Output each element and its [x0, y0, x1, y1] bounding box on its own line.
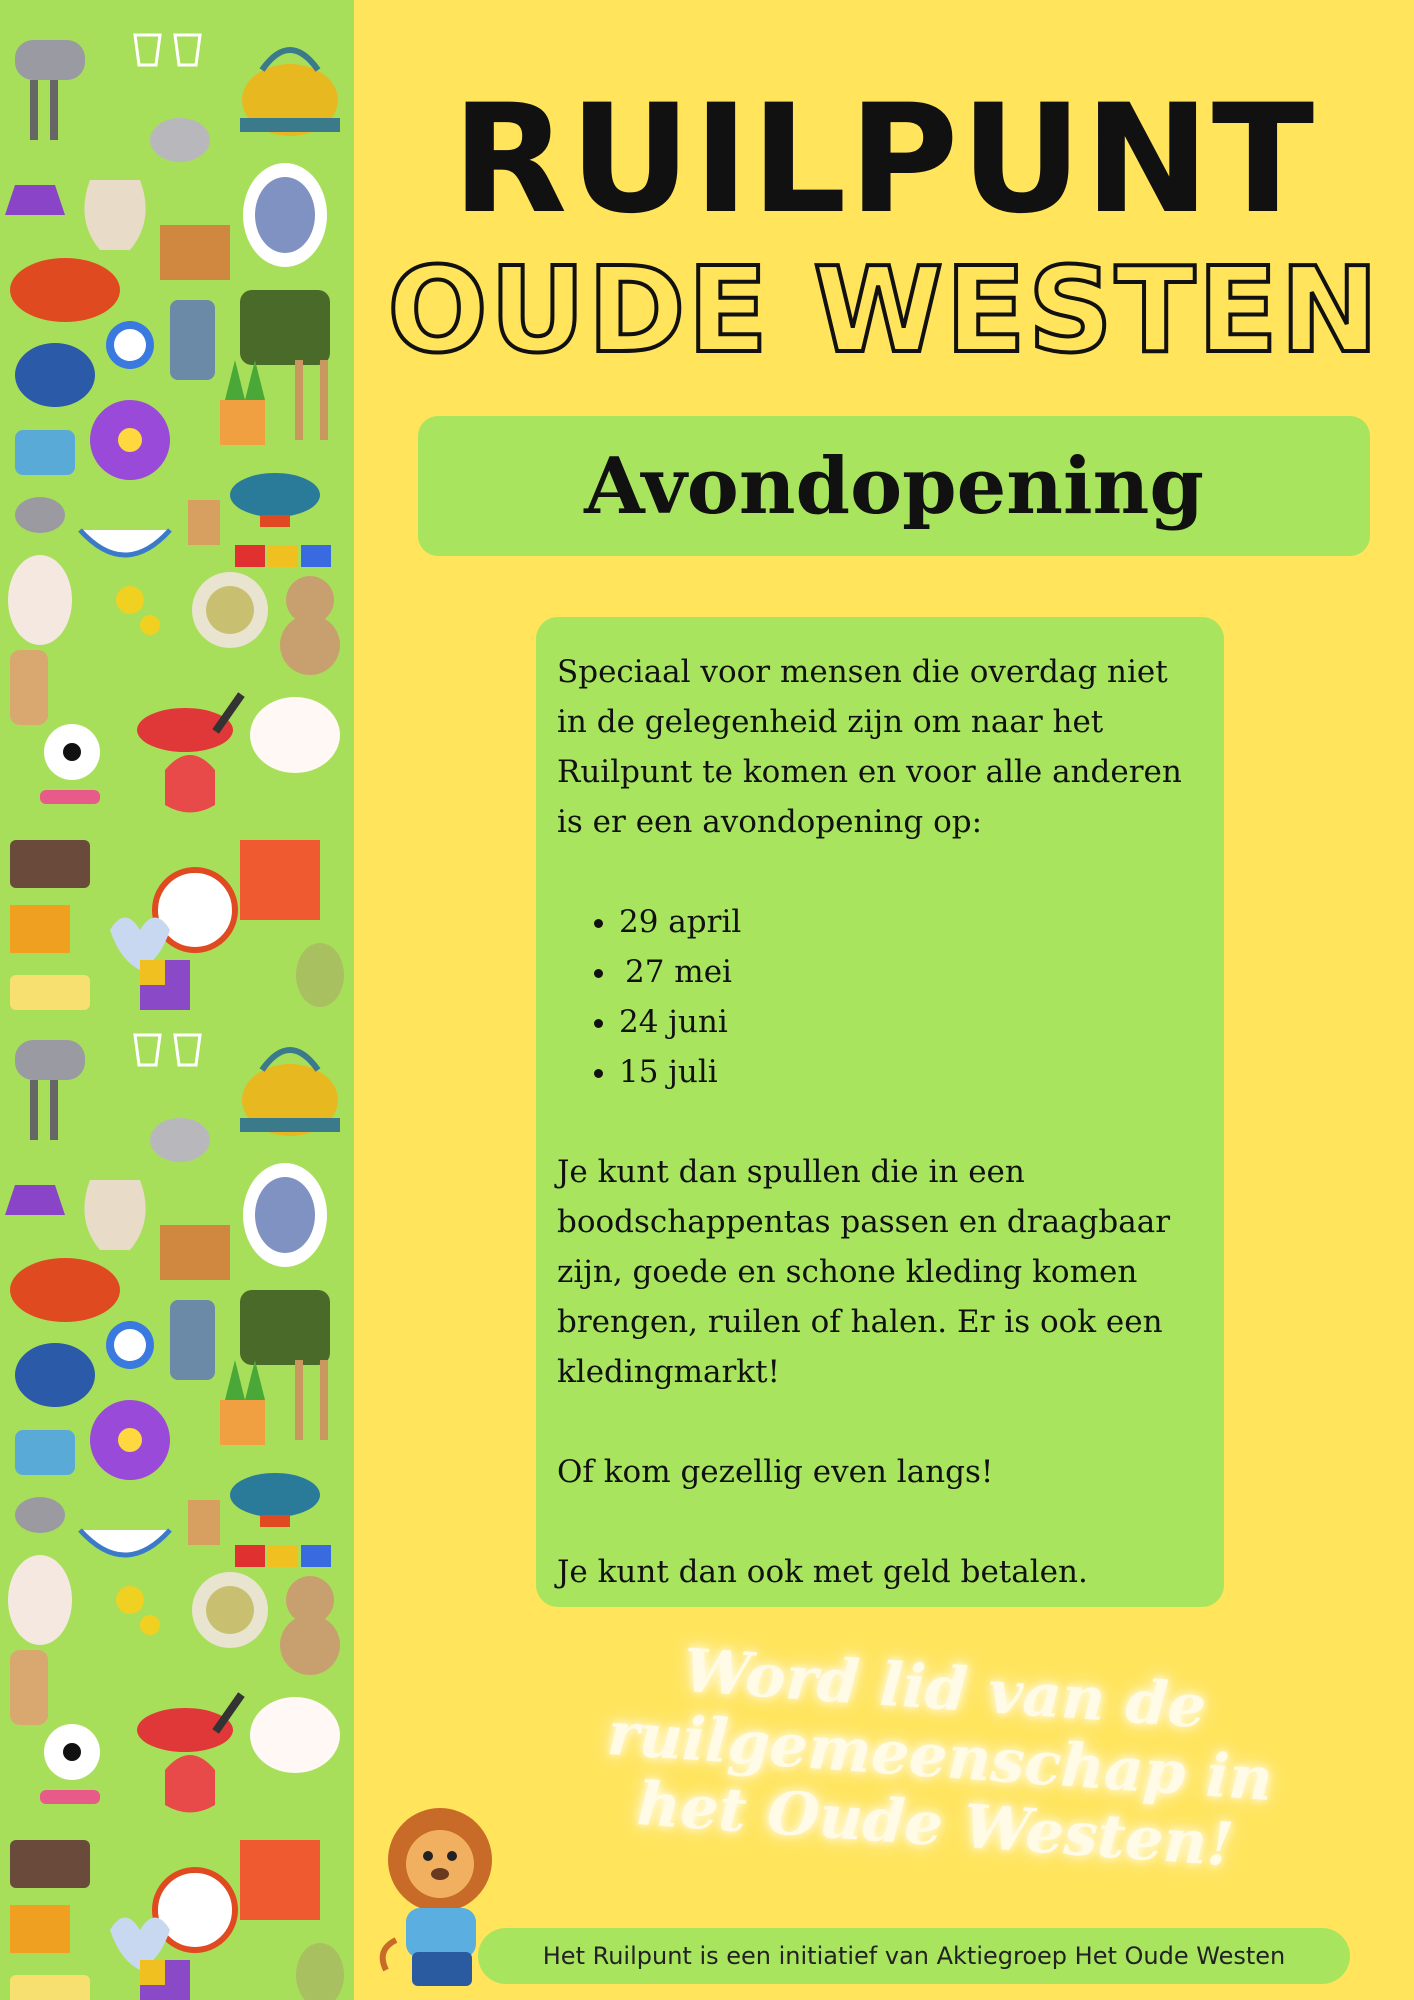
spacer: [557, 1497, 1204, 1547]
date-list: [557, 897, 1204, 1097]
household-items-pattern-icon: [0, 0, 354, 2000]
spacer: [557, 1397, 1204, 1447]
page-subtitle: OUDE WESTEN: [387, 241, 1381, 379]
intro-text: Speciaal voor mensen die overdag niet in de gelegenheid zijn om naar het Ruilpunt te komen en voor alle anderen is er een avondopening op:: [557, 654, 1182, 840]
date-item: • 15 juli: [619, 1047, 1204, 1097]
payment-text: Je kunt dan ook met geld betalen.: [557, 1554, 1088, 1590]
info-card: [536, 617, 1224, 1607]
page-title: RUILPUNT: [451, 73, 1317, 247]
date-item: • 27 mei: [619, 947, 1204, 997]
date-item: • 29 april: [619, 897, 1204, 947]
household-items-sidebar: [0, 0, 354, 2000]
footer-bar: Het Ruilpunt is een initiatief van Aktiegroep Het Oude Westen: [478, 1928, 1350, 1984]
date-item: • 24 juni: [619, 997, 1204, 1047]
avondopening-banner: Avondopening: [418, 416, 1370, 556]
body-text: Je kunt dan spullen die in een boodschappentas passen en draagbaar zijn, goede en schone kleding komen brengen, ruilen of halen. Er is ook een kledingmarkt!: [557, 1154, 1171, 1390]
slogan-text: Word lid van de ruilgemeenschap in het Oude Westen!: [605, 1635, 1275, 1881]
visit-text: Of kom gezellig even langs!: [557, 1454, 994, 1490]
